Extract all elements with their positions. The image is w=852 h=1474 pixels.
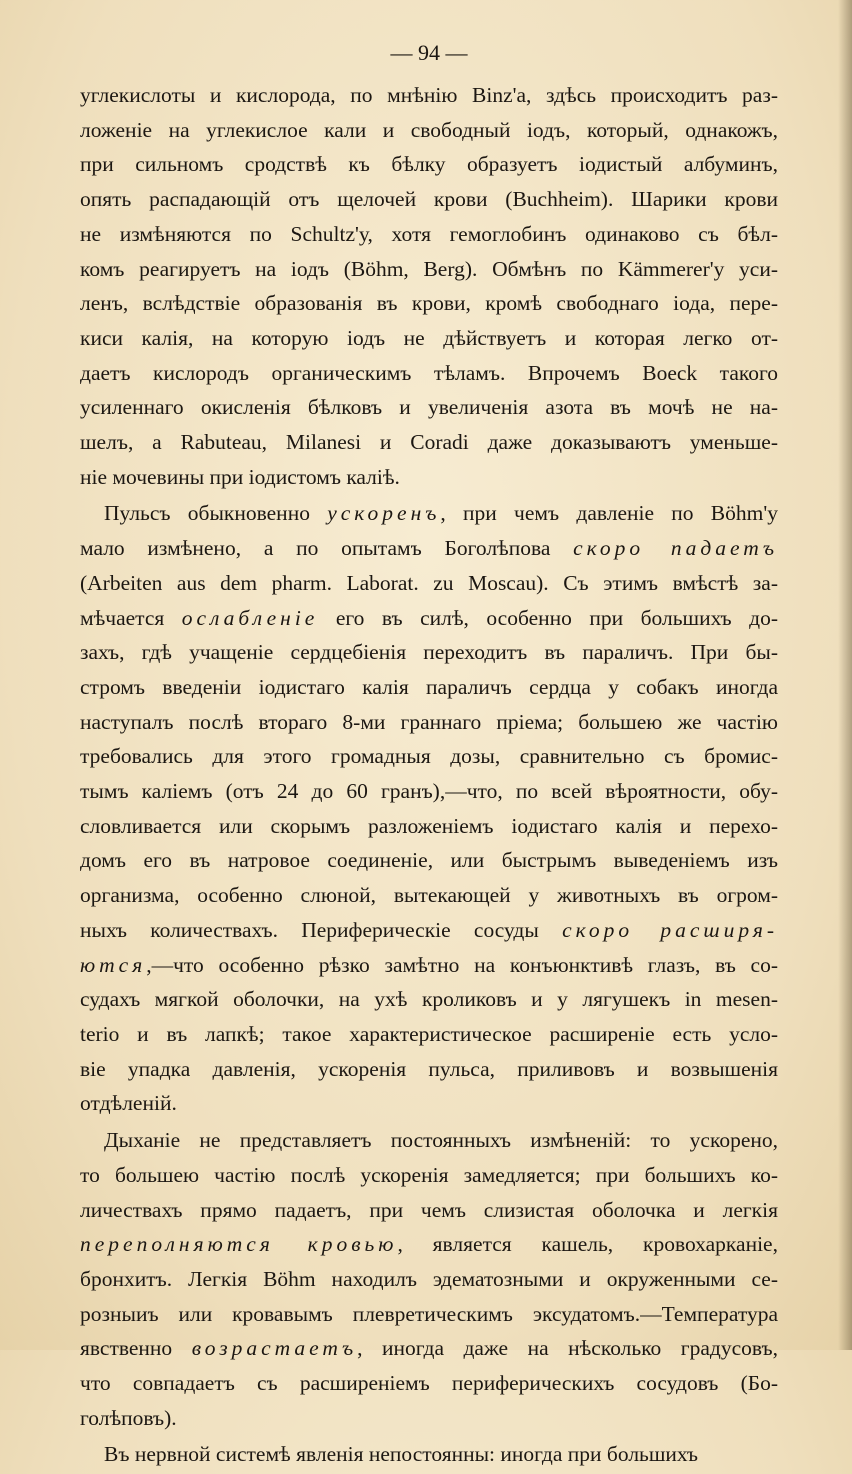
spaced-emphasis: возрастаетъ xyxy=(191,1336,358,1361)
spaced-emphasis: скоро падаетъ xyxy=(573,536,778,561)
paragraph xyxy=(80,1123,778,1435)
text-line: опять распадающій отъ щелочей крови (Buchheim). Шарики крови xyxy=(80,187,778,212)
paragraph xyxy=(80,1437,778,1472)
text-line: тымъ каліемъ (отъ 24 до 60 гранъ),—что, по всей вѣроятности, обу- xyxy=(80,779,778,804)
spaced-emphasis: ются xyxy=(80,952,147,977)
text-line: (Arbeiten aus dem pharm. Laborat. zu Moscau). Съ этимъ вмѣстѣ за- xyxy=(80,570,778,595)
text-line: углекислоты и кислорода, по мнѣнію Binz'а, здѣсь происходитъ раз- xyxy=(80,83,778,107)
text-line: ніе мочевины при іодистомъ калiѣ. xyxy=(80,464,400,489)
text-line: комъ реагируетъ на іодъ (Böhm, Berg). Обмѣнъ по Kämmerer'у уси- xyxy=(80,256,778,281)
text-line: организма, особенно слюной, вытекающей у животныхъ въ огром- xyxy=(80,883,778,908)
text-line: не измѣняются по Schultz'у, хотя гемоглобинъ одинаково съ бѣл- xyxy=(80,221,778,246)
text-line: віе упадка давленія, ускоренія пульса, приливовъ и возвышенія xyxy=(80,1056,778,1081)
spaced-emphasis: скоро расширя- xyxy=(562,917,778,942)
text-line: ются,—что особенно рѣзко замѣтно на конъюнктивѣ глазъ, въ со- xyxy=(80,952,778,977)
text-line: голѣповъ). xyxy=(80,1405,177,1430)
spaced-emphasis: ускоренъ xyxy=(327,501,441,526)
text-line: словливается или скорымъ разложеніемъ іодистаго калія и перехо- xyxy=(80,813,778,838)
text-line: Въ нервной системѣ явленія непостоянны: иногда при большихъ xyxy=(104,1442,698,1467)
text-line: личествахъ прямо падаетъ, при чемъ слизистая оболочка и легкія xyxy=(80,1197,778,1222)
spaced-emphasis: переполняются кровью xyxy=(80,1232,398,1257)
text-line: даетъ кислородъ органическимъ тѣламъ. Впрочемъ Boeck такого xyxy=(80,360,778,385)
text-line: розныиъ или кровавымъ плевретическимъ эксудатомъ.—Температура xyxy=(80,1301,778,1326)
text-body xyxy=(80,78,778,1472)
text-line: отдѣленій. xyxy=(80,1091,177,1116)
text-line: захъ, гдѣ учащеніе сердцебіенія переходитъ въ параличъ. При бы- xyxy=(80,640,778,665)
text-line: переполняются кровью, является кашель, кровохарканіе, xyxy=(80,1232,778,1257)
text-line: наступалъ послѣ втораго 8-ми граннаго пріема; большею же частію xyxy=(80,709,778,734)
text-line: то большею частію послѣ ускоренія замедляется; при большихъ ко- xyxy=(80,1162,778,1187)
text-line: киси калія, на которую іодъ не дѣйствуетъ и которая легко от- xyxy=(80,325,778,350)
text-line: мало измѣнено, а по опытамъ Боголѣпова скоро падаетъ xyxy=(80,536,778,561)
text-line: Дыханіе не представляетъ постоянныхъ измѣненій: то ускорено, xyxy=(104,1128,778,1153)
text-line: требовались для этого громадныя дозы, сравнительно съ бромис- xyxy=(80,744,778,769)
text-line: Пульсъ обыкновенно ускоренъ, при чемъ давленіе по Böhm'у xyxy=(104,501,778,526)
text-line: ленъ, вслѣдствіе образованія въ крови, кромѣ свободнаго іода, пере- xyxy=(80,291,778,316)
text-line: мѣчается ослабленіе его въ силѣ, особенно при большихъ до- xyxy=(80,605,778,630)
text-line: усиленнаго окисленія бѣлковъ и увеличенія азота въ мочѣ не на- xyxy=(80,395,778,420)
text-line: бронхитъ. Легкія Böhm находилъ эдематозными и окруженными се- xyxy=(80,1266,778,1291)
text-line: terio и въ лапкѣ; такое характеристическое расширеніе есть усло- xyxy=(80,1021,778,1046)
text-line: судахъ мягкой оболочки, на ухѣ кроликовъ и у лягушекъ in mesen- xyxy=(80,987,778,1012)
text-line: ныхъ количествахъ. Периферическіе сосуды скоро расширя- xyxy=(80,917,778,942)
text-line: шелъ, а Rabuteau, Milanesi и Coradi даже доказываютъ уменьше- xyxy=(80,430,778,455)
page-number: — 94 — xyxy=(390,40,468,65)
text-line: стромъ введеніи іодистаго калія параличъ сердца у собакъ иногда xyxy=(80,674,778,699)
book-page xyxy=(80,40,778,1474)
spaced-emphasis: ослабленіе xyxy=(181,605,319,630)
text-line: при сильномъ сродствѣ къ бѣлку образуетъ іодистый албуминъ, xyxy=(80,152,778,177)
text-line: ложеніе на углекислое кали и свободный іодъ, который, однакожъ, xyxy=(80,117,778,142)
text-line: что совпадаетъ съ расширеніемъ периферическихъ сосудовъ (Бо- xyxy=(80,1371,778,1396)
paragraph xyxy=(80,496,778,1121)
page-edge xyxy=(838,0,852,1350)
paragraph xyxy=(80,78,778,494)
text-line: домъ его въ натровое соединеніе, или быстрымъ выведеніемъ изъ xyxy=(80,848,778,873)
text-line: явственно возрастаетъ, иногда даже на нѣсколько градусовъ, xyxy=(80,1336,778,1361)
